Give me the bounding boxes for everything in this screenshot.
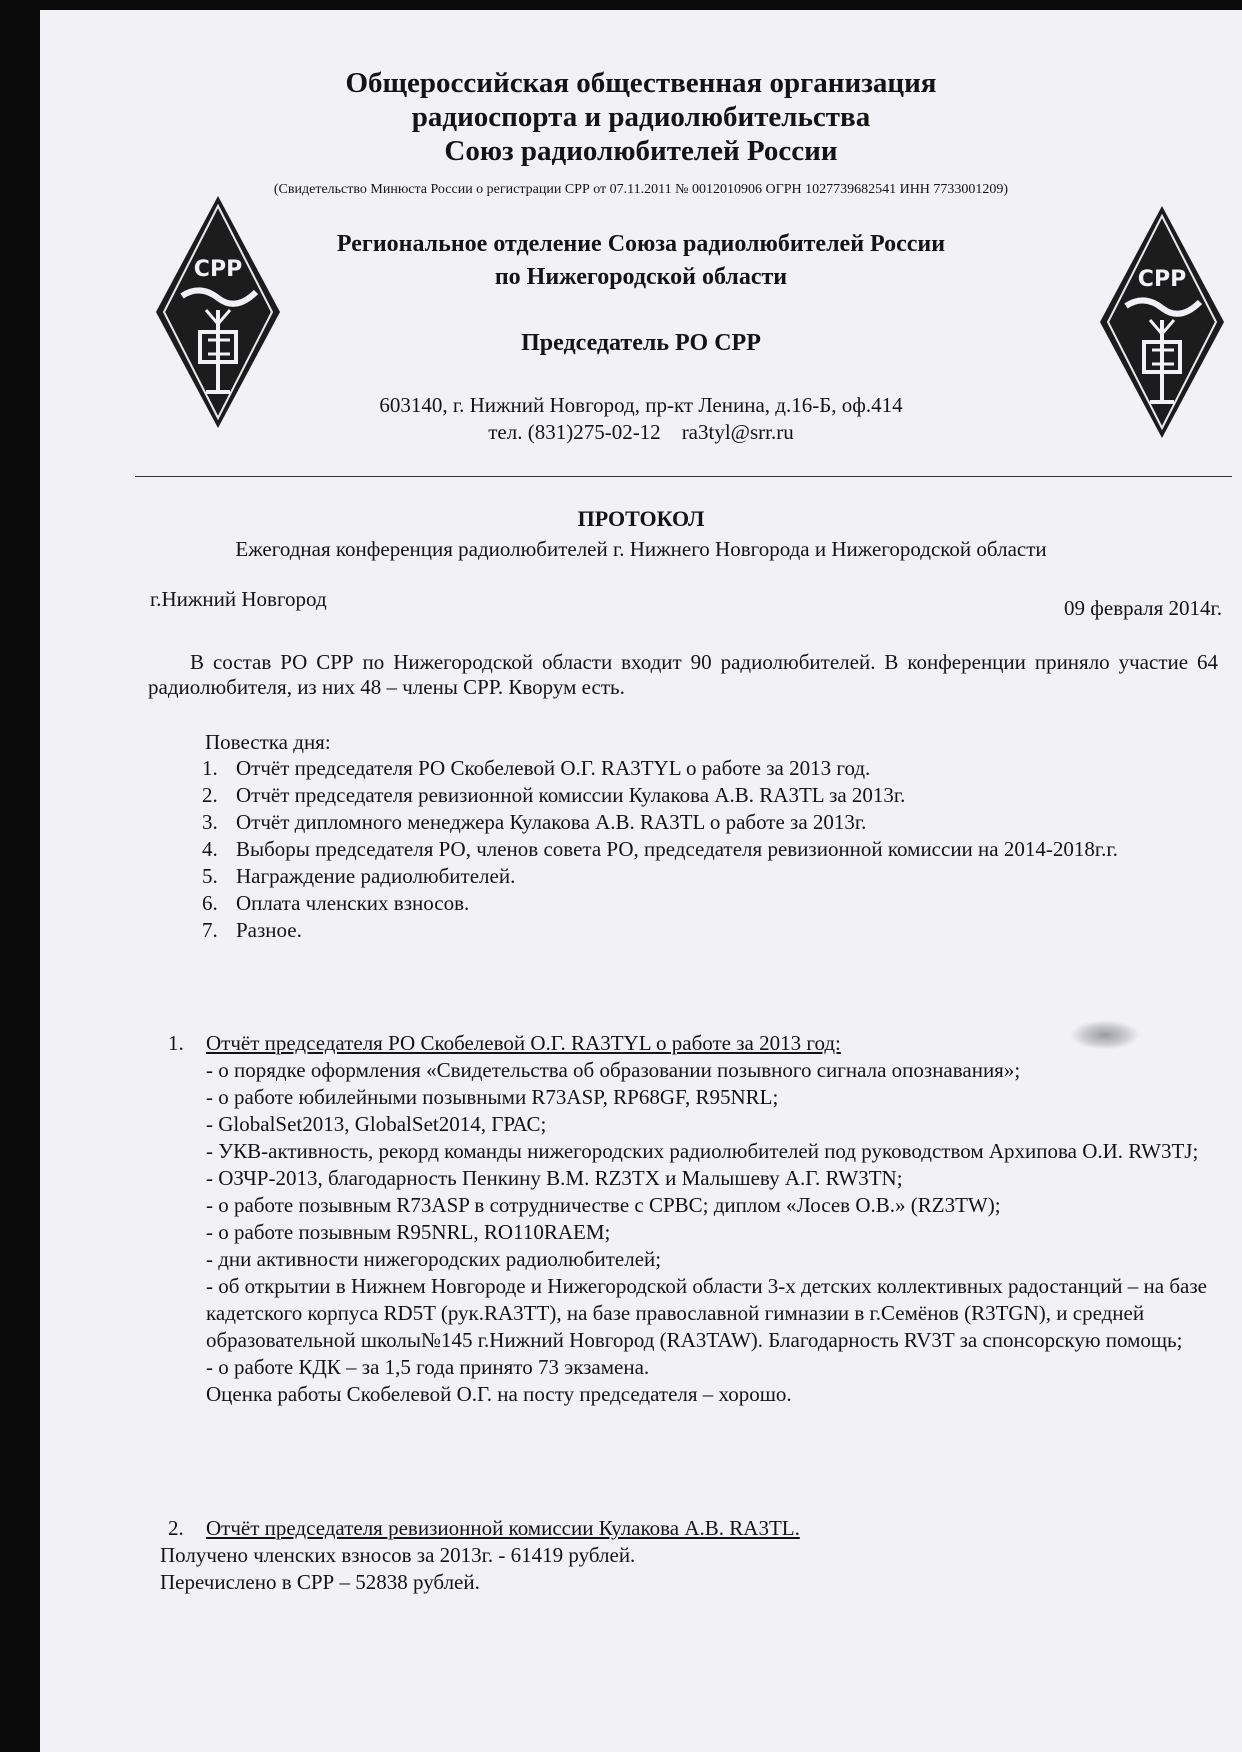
document-page [40,10,1242,1752]
bullet-item: - о порядке оформления «Свидетельства об образовании позывного сигнала опознавания»; [206,1058,1021,1082]
contact-block [40,392,1242,446]
bullet-item: - о работе позывным R95NRL, RO110RAEM; [206,1220,611,1244]
registration-certificate: (Свидетельство Минюста России о регистрации СРР от 07.11.2011 № 0012010906 ОГРН 1027739682541 ИНН 7733001209) [273,182,1009,197]
agenda-list [202,755,1222,944]
agenda-title: Повестка дня: [205,730,331,754]
protocol-title: ПРОТОКОЛ [577,506,705,531]
city: г.Нижний Новгород [150,587,327,611]
bullet-item: - дни активности нижегородских радиолюбителей; [206,1247,662,1271]
agenda-item: 5. Награждение радиолюбителей. [202,864,516,888]
logo-text-left: CPP [193,257,243,282]
agenda-item: 7. Разное. [202,918,302,942]
section-1-number: 1. [168,1031,184,1055]
agenda-item: 1. Отчёт председателя РО Скобелевой О.Г. RA3TYL о работе за 2013 год. [202,756,871,780]
dues-transferred: Перечислено в СРР – 52838 рублей. [160,1570,480,1594]
section-1 [168,1030,1228,1408]
regional-line-2: по Нижегородской области [494,264,788,290]
agenda-item: 3. Отчёт дипломного менеджера Кулакова А.В. RA3TL о работе за 2013г. [202,810,867,834]
bullet-item: - УКВ-активность, рекорд команды нижегородских радиолюбителей под руководством Архипова О.И. RW3TJ; [206,1139,1199,1163]
regional-line-1: Региональное отделение Союза радиолюбителей России [336,231,946,257]
section-1-bullets [206,1057,1228,1408]
evaluation: Оценка работы Скобелевой О.Г. на посту председателя – хорошо. [206,1382,792,1406]
bullet-item: - об открытии в Нижнем Новгороде и Нижегородской области 3-х детских коллективных радостанций – на базе кадетского корпуса RD5T (рук.RA3TT), на базе православной гимназии в г.Семёнов (R3TGN), и средней образовательной школы№145 г.Нижний Новгород (RA3TAW). Благодарность RV3T за спонсорскую помощь; [206,1274,1207,1352]
section-2-heading: Отчёт председателя ревизионной комиссии Кулакова А.В. RA3TL. [206,1516,800,1540]
bullet-item: - о работе позывным R73ASP в сотрудничестве с СРВС; диплом «Лосев О.В.» (RZ3TW); [206,1193,1001,1217]
org-line-2: радиоспорта и радиолюбительства [411,101,871,133]
email: ra3tyl@srr.ru [681,420,794,444]
dues-received: Получено членских взносов за 2013г. - 61419 рублей. [160,1543,636,1567]
bullet-item: - о работе юбилейными позывными R73ASP, RP68GF, R95NRL; [206,1085,779,1109]
bullet-item: - о работе КДК – за 1,5 года принято 73 экзамена. [206,1355,650,1379]
logo-text-right: CPP [1137,267,1187,292]
regional-branch [40,228,1242,294]
organization-name [40,66,1242,168]
protocol-subtitle: Ежегодная конференция радиолюбителей г. Нижнего Новгорода и Нижегородской области [235,537,1047,561]
org-line-3: Союз радиолюбителей России [444,135,838,167]
intro-paragraph: В состав РО СРР по Нижегородской области входит 90 радиолюбителей. В конференции приняло участие 64 радиолюбителя, из них 48 – члены СРР. Кворум есть. [148,650,1218,699]
section-1-heading: Отчёт председателя РО Скобелевой О.Г. RA3TYL о работе за 2013 год: [206,1031,841,1055]
date: 09 февраля 2014г. [1064,596,1222,620]
section-2 [160,1515,1228,1596]
agenda-item: 4. Выборы председателя РО, членов совета РО, председателя ревизионной комиссии на 2014-2018г.г. [202,837,1118,861]
phone: тел. (831)275-02-12 [488,420,661,444]
address: 603140, г. Нижний Новгород, пр-кт Ленина, д.16-Б, оф.414 [379,393,903,417]
bullet-item: - GlobalSet2013, GlobalSet2014, ГРАС; [206,1112,547,1136]
org-line-1: Общероссийская общественная организация [345,67,937,99]
agenda-item: 6. Оплата членских взносов. [202,891,470,915]
agenda-item: 2. Отчёт председателя ревизионной комиссии Кулакова А.В. RA3TL за 2013г. [202,783,906,807]
section-2-number: 2. [168,1516,184,1540]
bullet-item: - ОЗЧР-2013, благодарность Пенкину В.М. RZ3TX и Малышеву А.Г. RW3TN; [206,1166,903,1190]
chairman-title: Председатель РО СРР [521,330,761,356]
header-divider [135,476,1232,477]
